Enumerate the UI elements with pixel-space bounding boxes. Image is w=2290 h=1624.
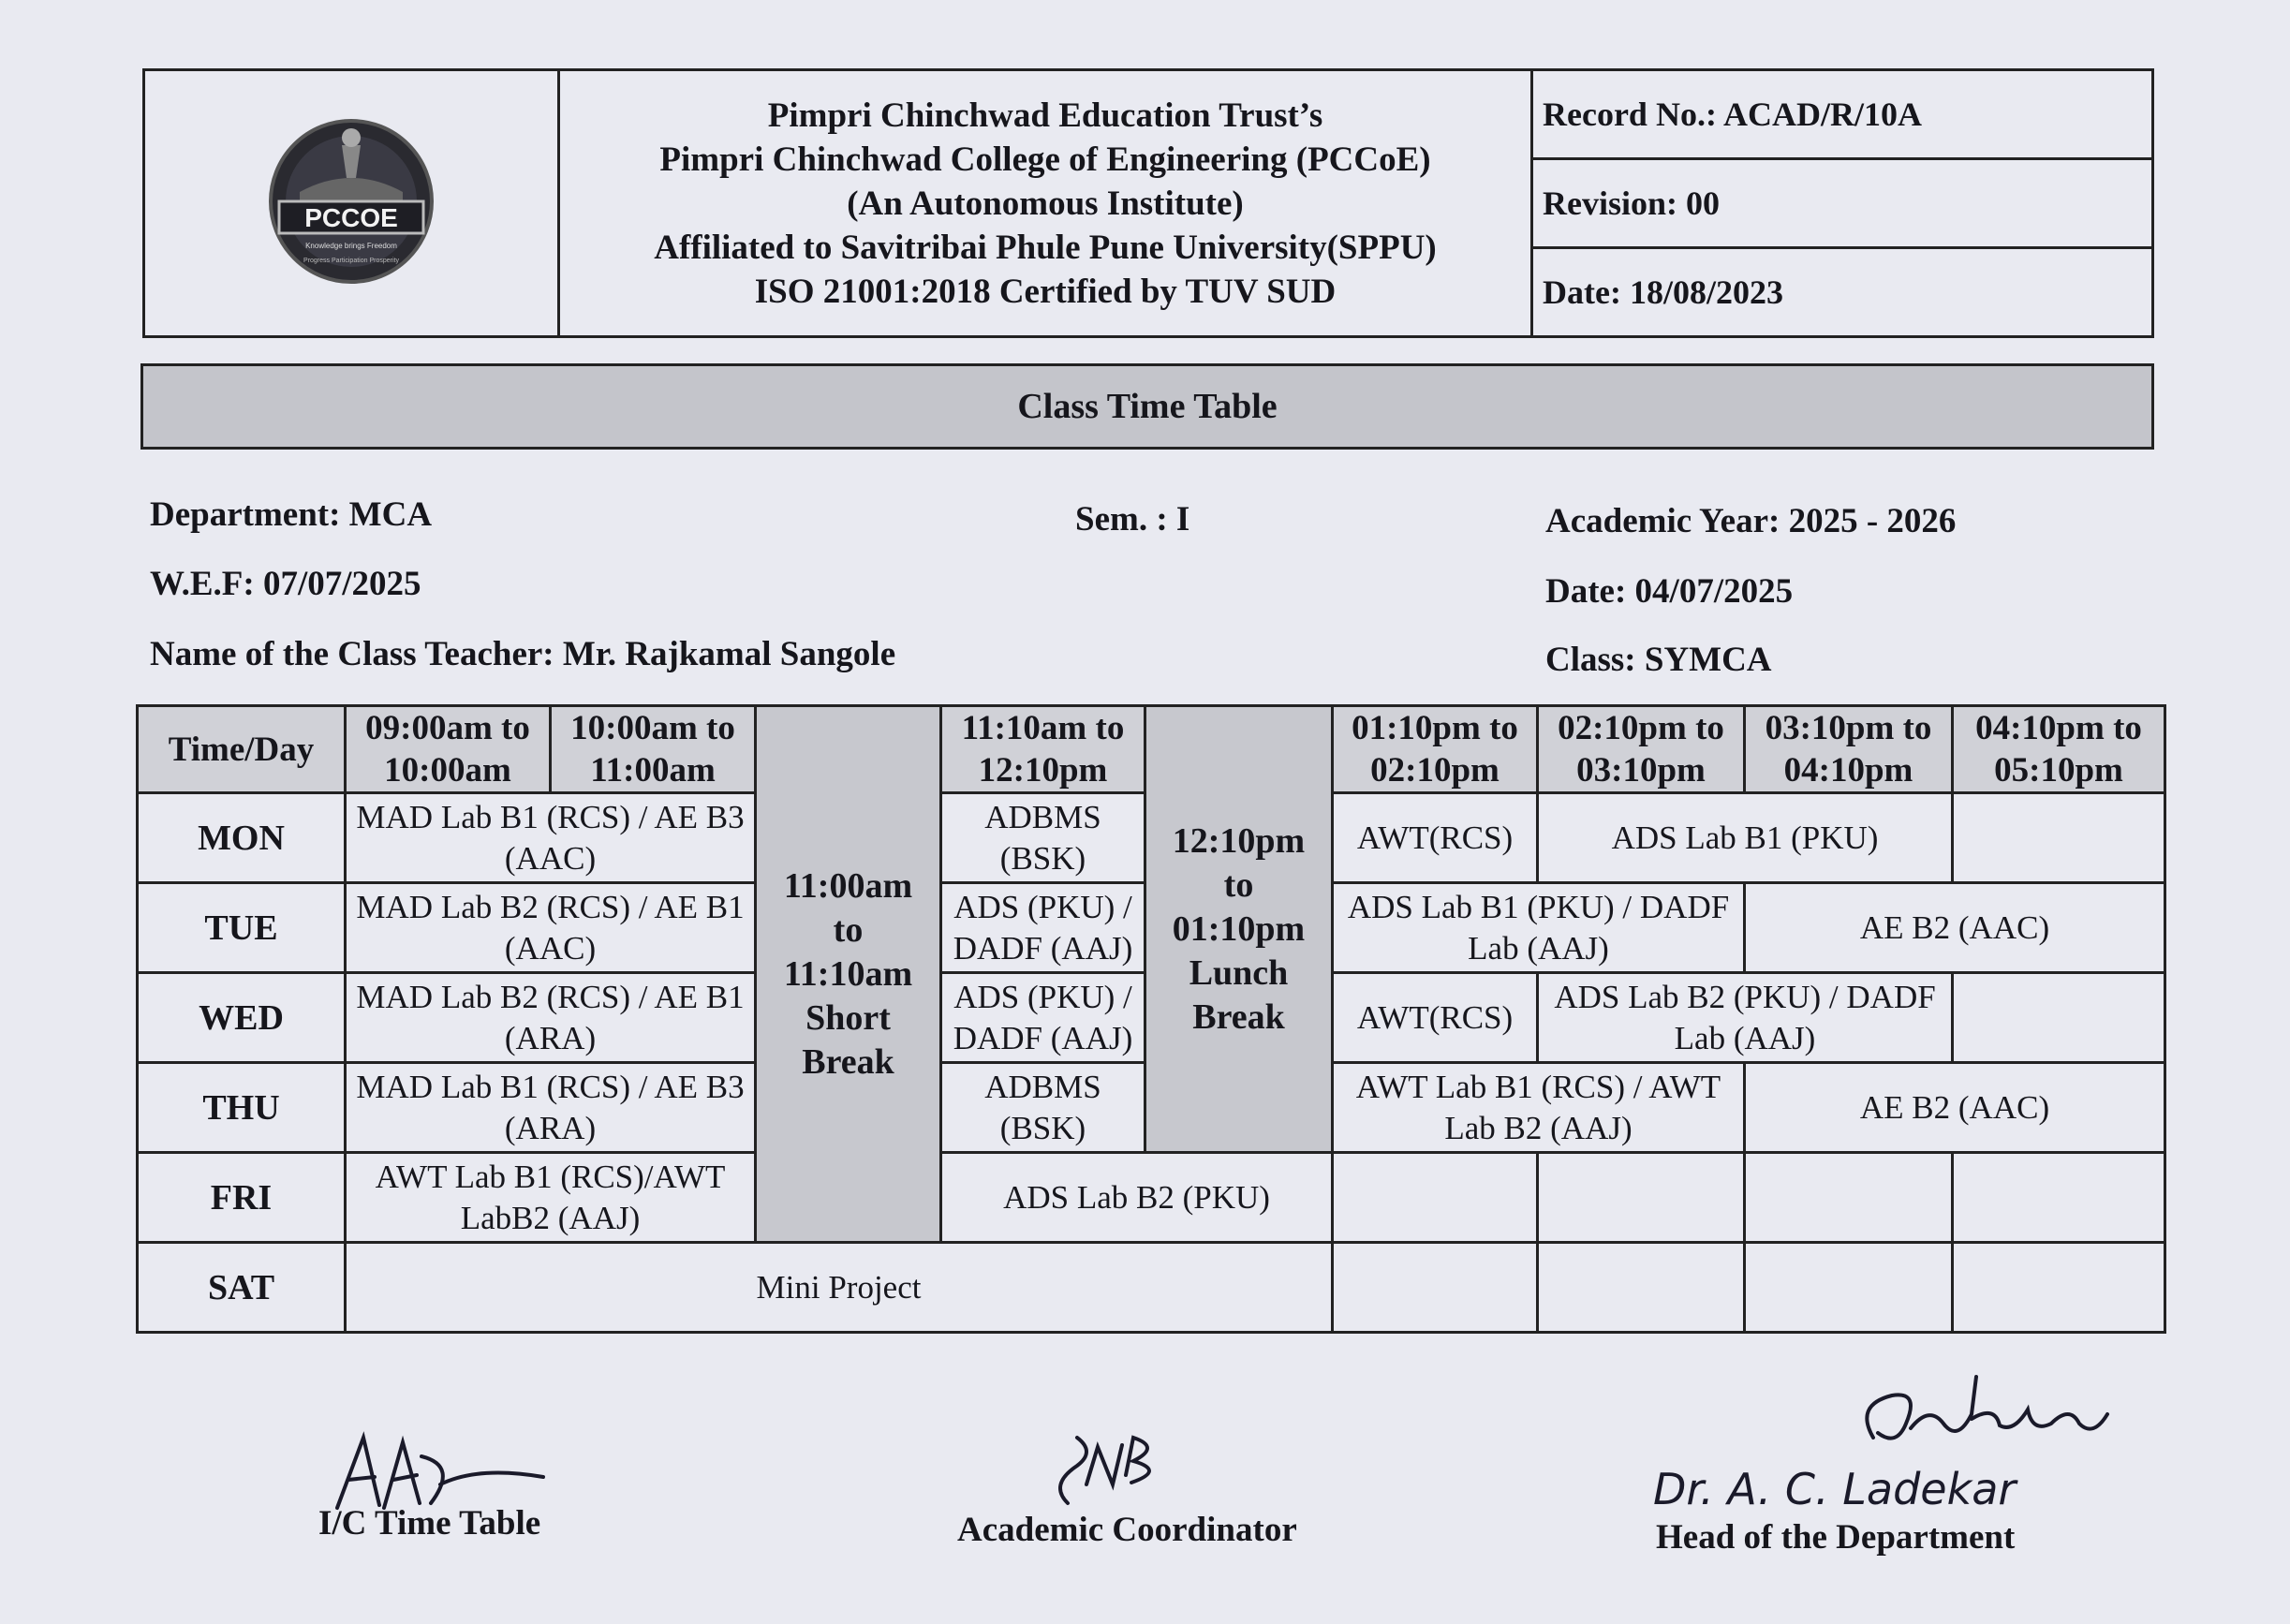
lunch-break-line: to [1223,864,1254,905]
class-teacher: Name of the Class Teacher: Mr. Rajkamal Sangole [150,635,896,673]
class-name: Class: SYMCA [1545,641,1772,679]
day-tue: TUE [138,883,346,973]
sat-p1 [1333,1243,1538,1333]
mon-p2-3: ADS Lab B1 (PKU) [1538,793,1953,883]
document-header [142,68,2154,338]
department: Department: MCA [150,495,433,534]
hod-label: Head of the Department [1656,1518,2016,1557]
tue-p3-4: AE B2 (AAC) [1745,883,2165,973]
lunch-break-line: 12:10pm [1172,820,1306,861]
slot-header: 11:10am to 12:10pm [941,706,1145,793]
wed-p2-3: ADS Lab B2 (PKU) / DADF Lab (AAJ) [1538,973,1953,1063]
day-mon: MON [138,793,346,883]
fri-morning: AWT Lab B1 (RCS)/AWT LabB2 (AAJ) [346,1153,756,1243]
slot-header: 02:10pm to 03:10pm [1538,706,1745,793]
sat-p4 [1953,1243,2165,1333]
short-break-line: Short [805,997,891,1038]
corner-header: Time/Day [138,706,346,793]
short-break-line: 11:00am [783,865,913,906]
document-title: Class Time Table [140,363,2154,450]
fri-p1 [1333,1153,1538,1243]
day-fri: FRI [138,1153,346,1243]
pccoe-logo [244,108,459,295]
svg-text:Knowledge brings Freedom: Knowledge brings Freedom [305,241,397,250]
slot-header: 10:00am to 11:00am [551,706,756,793]
issue-date: Date: 04/07/2025 [1545,572,1794,611]
header-row [138,706,2165,793]
mon-late-morning: ADBMS (BSK) [941,793,1145,883]
thu-morning: MAD Lab B1 (RCS) / AE B3 (ARA) [346,1063,756,1153]
hod-signature [1854,1367,2126,1470]
semester: Sem. : I [1075,500,1190,539]
row-sat [138,1243,2165,1333]
short-break-line: 11:10am [783,953,913,994]
institute-details [559,70,1532,337]
sat-p2 [1538,1243,1745,1333]
fri-p4 [1953,1153,2165,1243]
slot-header: 09:00am to 10:00am [346,706,551,793]
fri-midday: ADS Lab B2 (PKU) [941,1153,1333,1243]
iso-certification: ISO 21001:2018 Certified by TUV SUD [754,272,1337,311]
academic-coordinator-label: Academic Coordinator [957,1511,1297,1549]
wed-p4 [1953,973,2165,1063]
short-break [756,706,941,1243]
slot-header: 01:10pm to 02:10pm [1333,706,1538,793]
autonomous-note: (An Autonomous Institute) [847,184,1244,223]
short-break-line: Break [802,1041,894,1082]
ic-time-table-label: I/C Time Table [318,1504,541,1543]
timetable-grid [136,704,2166,1334]
logo-cell [144,70,559,337]
college-name: Pimpri Chinchwad College of Engineering (PCCoE) [659,140,1431,179]
lunch-break-line: Lunch [1189,952,1289,993]
wef-date: W.E.F: 07/07/2025 [150,565,421,603]
lunch-break-line: 01:10pm [1172,908,1306,949]
slot-header: 04:10pm to 05:10pm [1953,706,2165,793]
lunch-break [1145,706,1333,1153]
academic-year: Academic Year: 2025 - 2026 [1545,502,1957,540]
svg-text:PCCOE: PCCOE [304,202,398,232]
wed-p1: AWT(RCS) [1333,973,1538,1063]
trust-name: Pimpri Chinchwad Education Trust’s [767,96,1323,135]
day-thu: THU [138,1063,346,1153]
fri-p2 [1538,1153,1745,1243]
short-break-line: to [833,909,864,950]
mon-p4 [1953,793,2165,883]
fri-p3 [1745,1153,1953,1243]
affiliation: Affiliated to Savitribai Phule Pune University(SPPU) [654,228,1437,267]
day-wed: WED [138,973,346,1063]
record-date: Date: 18/08/2023 [1532,248,2153,337]
tue-late-morning: ADS (PKU) / DADF (AAJ) [941,883,1145,973]
tue-p1-2: ADS Lab B1 (PKU) / DADF Lab (AAJ) [1333,883,1745,973]
record-number: Record No.: ACAD/R/10A [1532,70,2153,159]
lunch-break-line: Break [1192,997,1285,1037]
coordinator-signature [1040,1419,1171,1513]
revision: Revision: 00 [1532,159,2153,248]
wed-late-morning: ADS (PKU) / DADF (AAJ) [941,973,1145,1063]
mon-p1: AWT(RCS) [1333,793,1538,883]
thu-p1-2: AWT Lab B1 (RCS) / AWT Lab B2 (AAJ) [1333,1063,1745,1153]
hod-handwritten-name: Dr. A. C. Ladekar [1653,1464,2017,1514]
tue-morning: MAD Lab B2 (RCS) / AE B1 (AAC) [346,883,756,973]
wed-morning: MAD Lab B2 (RCS) / AE B1 (ARA) [346,973,756,1063]
svg-text:Progress Participation Prosper: Progress Participation Prosperity [303,257,399,264]
mon-morning: MAD Lab B1 (RCS) / AE B3 (AAC) [346,793,756,883]
thu-p3-4: AE B2 (AAC) [1745,1063,2165,1153]
thu-late-morning: ADBMS (BSK) [941,1063,1145,1153]
slot-header: 03:10pm to 04:10pm [1745,706,1953,793]
row-fri [138,1153,2165,1243]
sat-morning: Mini Project [346,1243,1333,1333]
sat-p3 [1745,1243,1953,1333]
day-sat: SAT [138,1243,346,1333]
